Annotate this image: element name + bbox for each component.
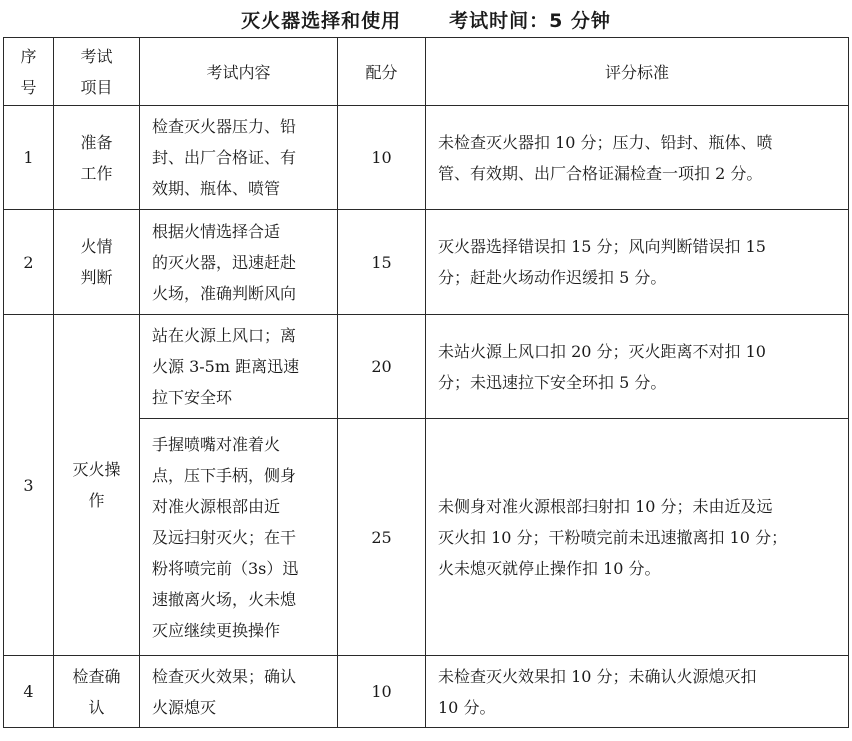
content-line: 火源熄灭 [152,697,217,717]
content-line: 火源 3-5m 距离迅速 [152,357,300,376]
row-content [140,419,338,656]
header-score: 配分 [338,38,426,106]
table-row [4,656,849,728]
criteria-line: 未检查灭火器扣 10 分；压力、铅封、瓶体、喷 [438,132,773,152]
row-criteria [426,106,849,210]
row-content [140,210,338,315]
content-line: 检查灭火器压力、铅 [152,117,297,136]
content-line: 速撤离火场，火未熄 [152,589,297,609]
criteria-line: 灭火扣 10 分；干粉喷完前未迅速撤离扣 10 分； [438,527,788,547]
row-criteria [426,656,849,728]
criteria-line: 火未熄灭就停止操作扣 10 分。 [438,558,661,578]
row-seq: 2 [4,210,54,315]
row-item-line: 工作 [80,163,113,183]
content-line: 粉将喷完前（3s）迅 [152,558,299,578]
header-seq-line: 号 [20,77,37,97]
table-row [4,106,849,210]
row-content [140,315,338,419]
row-seq: 1 [4,106,54,210]
header-seq-line: 序 [20,46,37,66]
content-line: 对准火源根部由近 [152,496,281,516]
title-main: 灭火器选择和使用 [241,10,402,32]
content-line: 的灭火器，迅速赶赴 [152,252,297,272]
content-line: 检查灭火效果；确认 [152,666,297,686]
content-line: 站在火源上风口；离 [152,326,297,345]
row-item-line: 灭火操 [72,460,121,479]
row-seq: 3 [4,315,54,656]
row-content [140,106,338,210]
page-title [0,6,852,33]
header-seq [4,38,54,106]
criteria-line: 未检查灭火效果扣 10 分；未确认火源熄灭扣 [438,666,757,686]
row-score: 10 [338,656,426,728]
content-line: 点，压下手柄，侧身 [152,465,297,485]
header-item [54,38,140,106]
row-item [54,656,140,728]
row-criteria [426,210,849,315]
table-row [4,315,849,419]
row-seq: 4 [4,656,54,728]
header-criteria: 评分标准 [426,38,849,106]
content-line: 效期、瓶体、喷管 [152,179,281,198]
row-criteria [426,315,849,419]
row-criteria [426,419,849,656]
row-item-line: 火情 [80,237,113,256]
criteria-line: 10 分。 [438,697,496,717]
header-item-line: 考试 [80,46,113,66]
row-item [54,106,140,210]
criteria-line: 分；赶赴火场动作迟缓扣 5 分。 [438,268,667,287]
row-score: 15 [338,210,426,315]
header-row [4,38,849,106]
criteria-line: 未侧身对准火源根部扫射扣 10 分；未由近及远 [438,496,773,516]
content-line: 及远扫射灭火；在干 [152,527,297,547]
row-item-line: 作 [88,491,105,510]
criteria-line: 管、有效期、出厂合格证漏检查一项扣 2 分。 [438,163,763,183]
content-line: 手握喷嘴对准着火 [152,434,281,454]
content-line: 火场，准确判断风向 [152,283,297,303]
row-item-line: 检查确 [72,666,121,686]
content-line: 根据火情选择合适 [152,221,281,241]
criteria-line: 未站火源上风口扣 20 分；灭火距离不对扣 10 [438,341,766,361]
title-time: 考试时间：5 分钟 [449,10,611,32]
exam-table [3,37,849,728]
criteria-line: 分；未迅速拉下安全环扣 5 分。 [438,372,667,392]
row-item-line: 准备 [80,132,113,152]
row-item [54,210,140,315]
content-line: 拉下安全环 [152,388,233,407]
row-item-line: 认 [88,697,105,717]
criteria-line: 灭火器选择错误扣 15 分；风向判断错误扣 15 [438,237,766,256]
row-score: 25 [338,419,426,656]
content-line: 封、出厂合格证、有 [152,148,297,167]
row-item-line: 判断 [80,268,113,287]
table-row [4,210,849,315]
row-score: 10 [338,106,426,210]
header-content: 考试内容 [140,38,338,106]
row-content [140,656,338,728]
content-line: 灭应继续更换操作 [152,620,281,640]
row-item [54,315,140,656]
row-score: 20 [338,315,426,419]
header-item-line: 项目 [80,77,113,97]
